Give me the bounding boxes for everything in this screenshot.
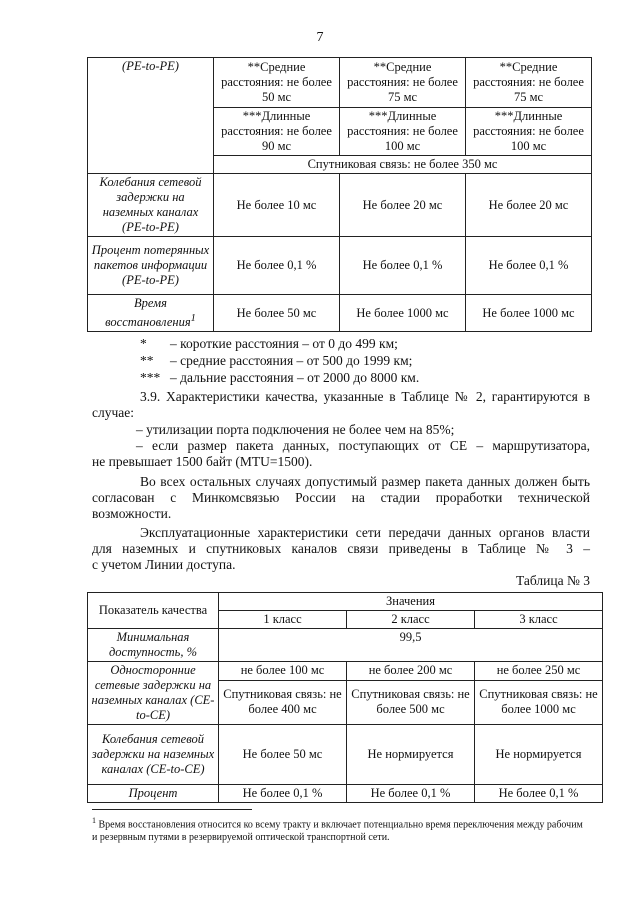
cell: Не нормируется xyxy=(347,725,475,785)
page-number: 7 xyxy=(316,30,324,45)
note-symbol: *** xyxy=(140,370,161,385)
header-class-3: 3 класс xyxy=(475,611,603,629)
row-label: Односторонние сетевые задержки на наземных каналах (CE-to-CE) xyxy=(88,662,219,725)
cell: ***Длинные расстояния: не более 100 мс xyxy=(340,108,466,156)
footnote xyxy=(92,814,587,844)
cell: Не более 10 мс xyxy=(214,174,340,237)
cell: ***Длинные расстояния: не более 100 мс xyxy=(466,108,592,156)
cell: не более 250 мс xyxy=(475,662,603,681)
paragraph-characteristics-end: с учетом Линии доступа. xyxy=(92,557,236,572)
availability-value: 99,5 xyxy=(219,629,603,662)
table-row xyxy=(88,725,603,785)
paragraph-characteristics: Эксплуатационные характеристики сети передачи данных органов власти xyxy=(140,525,590,540)
table-row xyxy=(88,295,592,332)
cell: Не более 0,1 % xyxy=(347,785,475,803)
cell: Спутниковая связь: не более 400 мс xyxy=(219,680,347,724)
paragraph-other-cases-end: возможности. xyxy=(92,506,172,521)
cell: не более 100 мс xyxy=(219,662,347,681)
paragraph-3-9: 3.9. Характеристики качества, указанные в Таблице № 2, гарантируются в xyxy=(140,389,590,404)
note-text: – короткие расстояния – от 0 до 499 км; xyxy=(170,336,398,351)
row-label xyxy=(88,295,214,332)
note-long xyxy=(140,369,419,386)
table-row xyxy=(88,237,592,295)
cell: Не более 0,1 % xyxy=(466,237,592,295)
table-row xyxy=(88,174,592,237)
cell: Не более 0,1 % xyxy=(219,785,347,803)
paragraph-other-cases: Во всех остальных случаях допустимый размер пакета данных должен быть xyxy=(140,474,590,489)
cell: **Средние расстояния: не более 50 мс xyxy=(214,58,340,108)
cell: Не нормируется xyxy=(475,725,603,785)
note-text: – дальние расстояния – от 2000 до 8000 км. xyxy=(170,370,420,385)
cell: Не более 50 мс xyxy=(219,725,347,785)
cell: **Средние расстояния: не более 75 мс xyxy=(340,58,466,108)
cell: Спутниковая связь: не более 1000 мс xyxy=(475,680,603,724)
table-row xyxy=(88,785,603,803)
cell: Не более 20 мс xyxy=(340,174,466,237)
cell: Не более 0,1 % xyxy=(214,237,340,295)
satellite-cell: Спутниковая связь: не более 350 мс xyxy=(214,156,592,174)
table-row xyxy=(88,662,603,681)
footnote-mark: 1 xyxy=(92,816,96,825)
bullet-packet-size: – если размер пакета данных, поступающих от CE – маршрутизатора, xyxy=(136,438,590,453)
row-label: Колебания сетевой задержки на наземных каналах (CE-to-CE) xyxy=(88,725,219,785)
footnote-text: Время восстановления относится ко всему тракту и включает потенциально время переключения между рабочим и резервным путями в резервируемой оптической транспортной сети. xyxy=(92,819,583,844)
header-indicator: Показатель качества xyxy=(88,593,219,629)
header-values: Значения xyxy=(219,593,603,611)
table-row xyxy=(88,629,603,662)
table-3 xyxy=(87,592,603,803)
cell: ***Длинные расстояния: не более 90 мс xyxy=(214,108,340,156)
table-2-continuation xyxy=(87,57,592,332)
row-label: Процент потерянных пакетов информации (PE-to-PE) xyxy=(88,237,214,295)
row-label: Колебания сетевой задержки на наземных каналах (PE-to-PE) xyxy=(88,174,214,237)
row-label: Минимальная доступность, % xyxy=(88,629,219,662)
bullet-packet-size-cont: не превышает 1500 байт (MTU=1500). xyxy=(92,454,313,469)
note-symbol: * xyxy=(140,336,147,351)
cell: Не более 20 мс xyxy=(466,174,592,237)
cell: Не более 1000 мс xyxy=(466,295,592,332)
footnote-ref: 1 xyxy=(190,313,196,324)
cell: Не более 0,1 % xyxy=(340,237,466,295)
bullet-port-utilization: – утилизации порта подключения не более чем на 85%; xyxy=(136,422,455,437)
cell: Не более 0,1 % xyxy=(475,785,603,803)
note-text: – средние расстояния – от 500 до 1999 км; xyxy=(170,353,413,368)
cell: Не более 50 мс xyxy=(214,295,340,332)
header-class-2: 2 класс xyxy=(347,611,475,629)
cell: Спутниковая связь: не более 500 мс xyxy=(347,680,475,724)
header-class-1: 1 класс xyxy=(219,611,347,629)
note-medium xyxy=(140,352,412,369)
paragraph-other-cases-cont: согласован с Минкомсвязью России на стадии проработки технической xyxy=(92,490,590,505)
paragraph-3-9-cont: случае: xyxy=(92,405,135,420)
footnote-divider xyxy=(92,809,252,810)
cell: не более 200 мс xyxy=(347,662,475,681)
row-label-text: Время восстановления xyxy=(105,296,191,330)
table-caption: Таблица № 3 xyxy=(516,573,590,588)
cell: **Средние расстояния: не более 75 мс xyxy=(466,58,592,108)
table-row xyxy=(88,58,592,108)
cell: Не более 1000 мс xyxy=(340,295,466,332)
table-row xyxy=(88,593,603,611)
paragraph-characteristics-cont: для наземных и спутниковых каналов связи приведены в Таблице № 3 – xyxy=(92,541,590,556)
row-label: Процент xyxy=(88,785,219,803)
note-symbol: ** xyxy=(140,353,154,368)
row-label: (PE-to-PE) xyxy=(88,58,214,174)
note-short xyxy=(140,335,398,352)
